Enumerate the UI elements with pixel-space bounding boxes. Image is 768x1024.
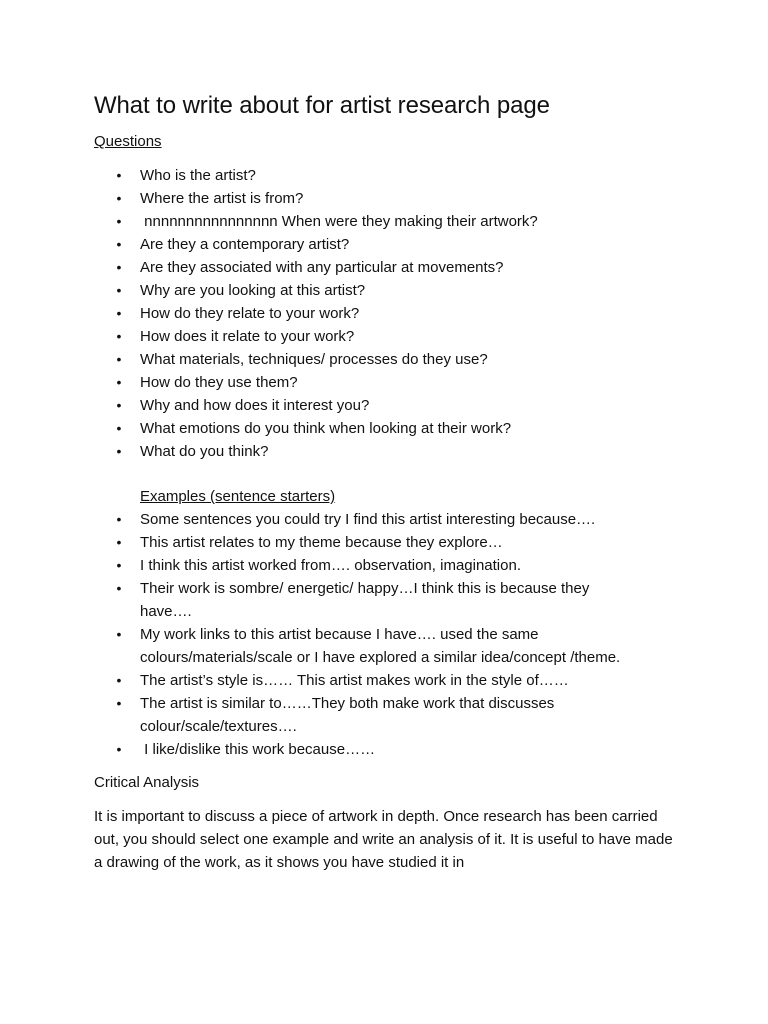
bullet-icon: • (116, 305, 122, 321)
list-item (94, 233, 668, 256)
list-item (94, 394, 668, 417)
list-item (94, 692, 592, 738)
list-item (94, 508, 668, 531)
bullet-icon: • (116, 580, 122, 596)
bullet-icon: • (116, 397, 122, 413)
example-text: This artist relates to my theme because they explore… (140, 534, 503, 551)
critical-analysis-heading: Critical Analysis (94, 774, 200, 791)
bullet-icon: • (116, 626, 122, 642)
question-text: Who is the artist? (140, 167, 256, 184)
question-text: Where the artist is from? (140, 190, 304, 207)
bullet-icon: • (116, 741, 122, 757)
question-text: Are they a contemporary artist? (140, 236, 350, 253)
question-text: nnnnnnnnnnnnnnnn When were they making their artwork? (140, 213, 538, 230)
bullet-icon: • (116, 190, 122, 206)
bullet-icon: • (116, 282, 122, 298)
example-text: Some sentences you could try I find this artist interesting because…. (140, 511, 596, 528)
list-item (94, 348, 668, 371)
page-title: What to write about for artist research page (94, 92, 550, 119)
questions-heading: Questions (94, 133, 162, 150)
list-item (94, 371, 668, 394)
list-item (94, 210, 668, 233)
example-text: My work links to this artist because I have…. used the same colours/materials/scale or I have explored a similar idea/concept /theme. (140, 626, 621, 666)
list-item (94, 302, 668, 325)
question-text: What do you think? (140, 443, 269, 460)
bullet-icon: • (116, 374, 122, 390)
list-item (94, 440, 668, 463)
list-item (94, 187, 668, 210)
bullet-icon: • (116, 420, 122, 436)
bullet-icon: • (116, 351, 122, 367)
example-text: Their work is sombre/ energetic/ happy…I think this is because they have…. (140, 580, 590, 620)
example-text: I like/dislike this work because…… (140, 741, 376, 758)
example-text: I think this artist worked from…. observation, imagination. (140, 557, 521, 574)
bullet-icon: • (116, 213, 122, 229)
question-text: What emotions do you think when looking at their work? (140, 420, 512, 437)
bullet-icon: • (116, 672, 122, 688)
example-text: The artist is similar to……They both make work that discusses colour/scale/textures…. (140, 695, 555, 735)
list-item (94, 669, 668, 692)
examples-heading: Examples (sentence starters) (140, 488, 336, 505)
bullet-icon: • (116, 534, 122, 550)
example-text: The artist’s style is…… This artist makes work in the style of…… (140, 672, 569, 689)
list-item (94, 531, 668, 554)
list-item (94, 577, 638, 623)
question-text: Why and how does it interest you? (140, 397, 370, 414)
question-text: Why are you looking at this artist? (140, 282, 366, 299)
bullet-icon: • (116, 236, 122, 252)
question-text: What materials, techniques/ processes do they use? (140, 351, 488, 368)
questions-list (94, 164, 668, 463)
question-text: Are they associated with any particular at movements? (140, 259, 504, 276)
bullet-icon: • (116, 167, 122, 183)
list-item (94, 279, 668, 302)
list-item (94, 623, 624, 669)
list-item (94, 738, 668, 761)
list-item (94, 256, 668, 279)
spacer (94, 463, 668, 485)
question-text: How do they use them? (140, 374, 298, 391)
question-text: How does it relate to your work? (140, 328, 355, 345)
list-item (94, 554, 668, 577)
bullet-icon: • (116, 511, 122, 527)
bullet-icon: • (116, 557, 122, 573)
critical-analysis-paragraph: It is important to discuss a piece of artwork in depth. Once research has been carried out, you should select one example and write an analysis of it. It is useful to have made a drawing of the work, as it shows you have studied it in (94, 808, 673, 871)
list-item (94, 325, 668, 348)
question-text: How do they relate to your work? (140, 305, 360, 322)
bullet-icon: • (116, 259, 122, 275)
bullet-icon: • (116, 443, 122, 459)
bullet-icon: • (116, 328, 122, 344)
bullet-icon: • (116, 695, 122, 711)
examples-list (94, 508, 668, 761)
list-item (94, 164, 668, 187)
list-item (94, 417, 668, 440)
